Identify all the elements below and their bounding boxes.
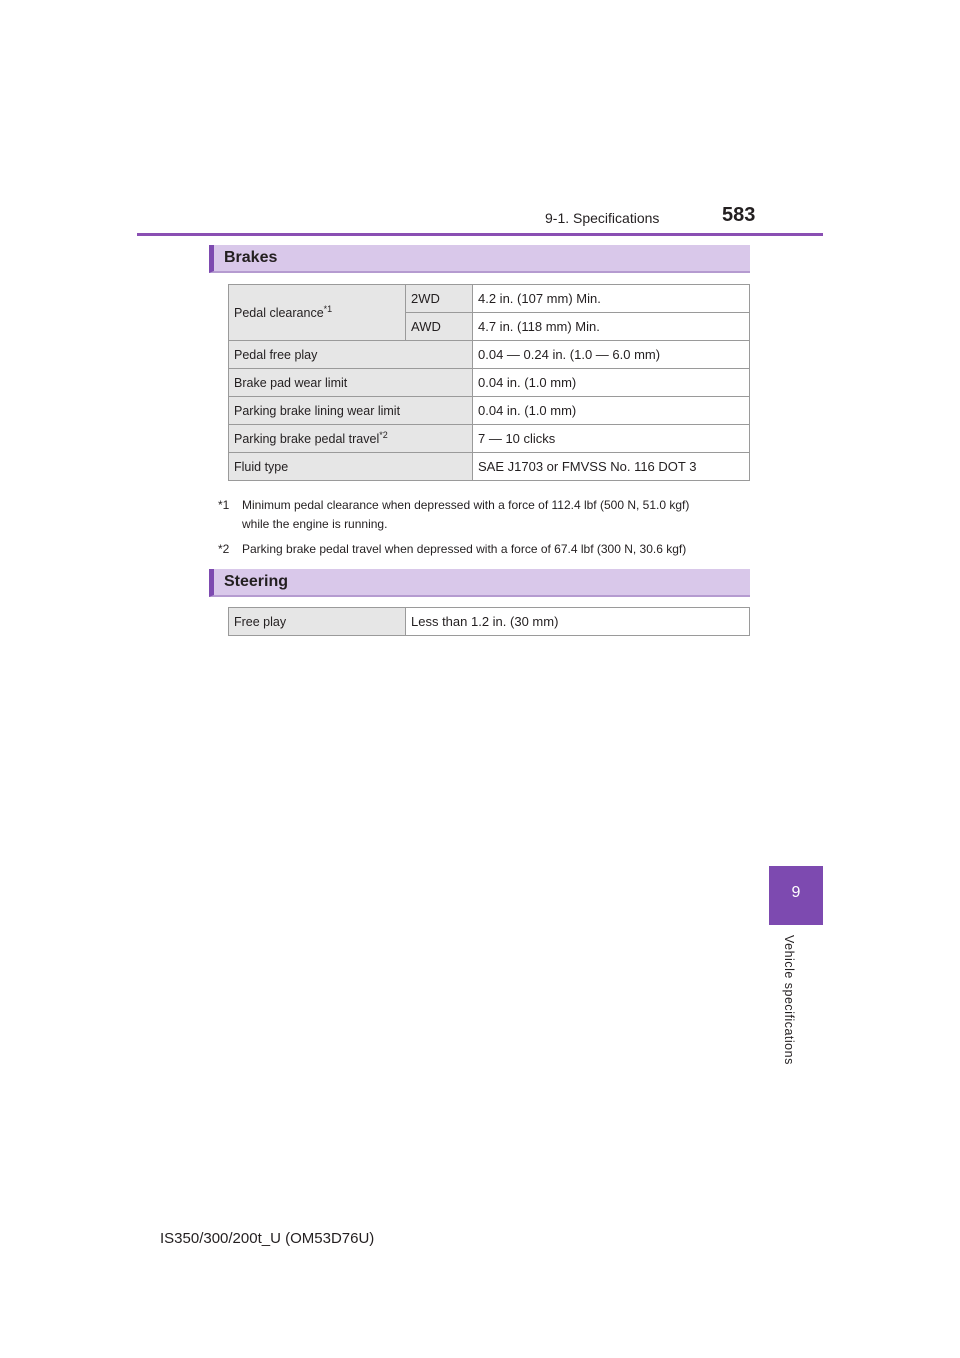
header-rule (137, 233, 823, 236)
value-cell: 0.04 in. (1.0 mm) (473, 369, 750, 397)
drive-type-cell: 2WD (406, 285, 473, 313)
footnote-mark: *1 (218, 498, 230, 512)
value-cell: 4.2 in. (107 mm) Min. (473, 285, 750, 313)
chapter-label: Vehicle specifications (782, 935, 796, 1065)
drive-type-cell: AWD (406, 313, 473, 341)
steering-section-heading (209, 569, 750, 597)
footnote-mark: *2 (218, 542, 230, 556)
chapter-tab (769, 866, 823, 925)
label-cell: Parking brake pedal travel$^{*2}$ (229, 425, 473, 453)
table-row (229, 397, 750, 425)
steering-title: Steering (224, 573, 289, 590)
model-code: IS350/300/200t_U (OM53D76U) (160, 1230, 375, 1247)
table-row (229, 453, 750, 481)
brakes-section-heading (209, 245, 750, 273)
value-cell: 0.04 in. (1.0 mm) (473, 397, 750, 425)
header-section-title: 9-1. Specifications (545, 210, 660, 226)
value-cell: 0.04 — 0.24 in. (1.0 — 6.0 mm) (473, 341, 750, 369)
label-cell: Parking brake lining wear limit (229, 397, 473, 425)
footnote-1 (218, 496, 689, 534)
chapter-number: 9 (791, 884, 801, 901)
brakes-title: Brakes (224, 249, 278, 266)
footnote-text: while the engine is running. (242, 517, 388, 531)
value-cell: 4.7 in. (118 mm) Min. (473, 313, 750, 341)
table-row (229, 341, 750, 369)
label-cell: Pedal free play (229, 341, 473, 369)
value-cell: SAE J1703 or FMVSS No. 116 DOT 3 (473, 453, 750, 481)
label-cell: Fluid type (229, 453, 473, 481)
steering-table (228, 607, 750, 636)
table-row (229, 369, 750, 397)
footnote-2 (218, 540, 686, 559)
value-cell: 7 — 10 clicks (473, 425, 750, 453)
brakes-table (228, 284, 750, 481)
footnote-text: Minimum pedal clearance when depressed with a force of 112.4 lbf (500 N, 51.0 kgf) (242, 498, 690, 512)
value-cell: Less than 1.2 in. (30 mm) (406, 608, 750, 636)
pedal-clearance-label: Pedal clearance$^{*1}$ (229, 285, 406, 341)
table-row (229, 608, 750, 636)
label-cell: Free play (229, 608, 406, 636)
label-cell: Brake pad wear limit (229, 369, 473, 397)
table-row (229, 425, 750, 453)
page-number: 583 (722, 204, 756, 226)
footnote-text: Parking brake pedal travel when depressed with a force of 67.4 lbf (300 N, 30.6 kgf) (242, 542, 687, 556)
table-row (229, 285, 750, 313)
